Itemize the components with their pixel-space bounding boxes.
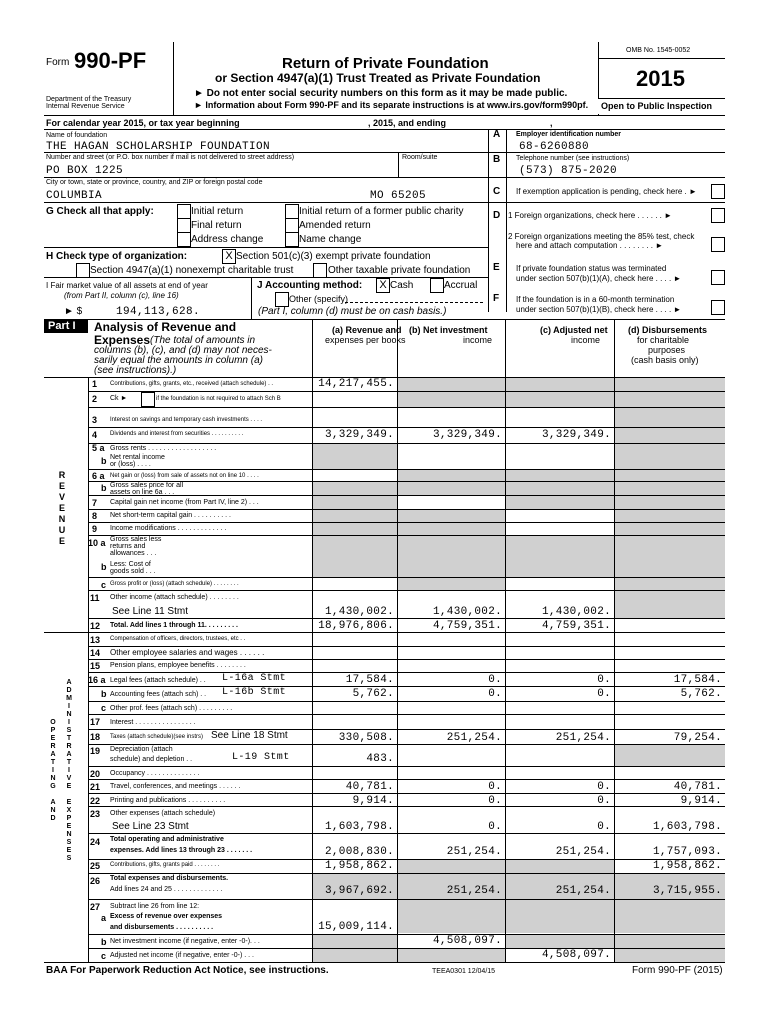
line-16a-stmt: L-16a Stmt: [222, 673, 287, 684]
form-label: Form: [46, 57, 70, 68]
line-6b-desc-2: assets on line 6a . . .: [110, 489, 175, 496]
open-inspection: Open to Public Inspection: [601, 101, 713, 111]
side-letter: N: [58, 514, 66, 524]
cash-basis-note: (Part I, column (d) must be on cash basis.): [258, 306, 447, 317]
amount-21d: 40,781.: [673, 781, 722, 793]
irs-label: Internal Revenue Service: [46, 103, 125, 110]
final-return-label: Final return: [191, 220, 242, 231]
amount-21b: 0.: [488, 781, 502, 793]
side-letter: E: [58, 481, 65, 491]
line-C-text: If exemption application is pending, check here . ►: [516, 187, 697, 196]
line-num: 23: [90, 809, 101, 819]
fair-market-value: 194,113,628.: [116, 306, 201, 318]
part-I-title-1: Analysis of Revenue and: [94, 320, 237, 334]
line-23-desc: Other expenses (attach schedule): [110, 810, 216, 817]
side-letter: A: [50, 799, 56, 806]
501c3-label: Section 501(c)(3) exempt private foundation: [236, 251, 431, 262]
line-5a-desc: Gross rents . . . . . . . . . . . . . . . . . .: [110, 445, 217, 452]
side-letter: T: [50, 759, 56, 766]
amount-24a: 2,008,830.: [324, 846, 394, 858]
line-D: D: [493, 210, 501, 221]
line-num: 6 a: [92, 471, 105, 481]
calendar-end: ,: [550, 118, 553, 128]
final-return-checkbox[interactable]: [177, 218, 191, 233]
line-num: c: [101, 951, 107, 961]
side-letter: T: [66, 735, 72, 742]
line-num: 5 a: [92, 443, 105, 453]
calendar-mid: , 2015, and ending: [368, 118, 447, 128]
amended-return-checkbox[interactable]: [285, 218, 299, 233]
line-9-desc: Income modifications . . . . . . . . . . . . .: [110, 525, 227, 532]
cash-method-checkbox[interactable]: X: [376, 278, 390, 293]
line-19-desc-1: Depreciation (attach: [110, 746, 173, 753]
form-number: 990-PF: [74, 48, 147, 73]
former-charity-label: Initial return of a former public charity: [299, 206, 464, 217]
line-num: 7: [92, 498, 98, 508]
line-19-desc-2: schedule) and depletion . .: [110, 756, 193, 763]
amount-23d: 1,603,798.: [652, 821, 722, 833]
side-letter: I: [68, 719, 70, 726]
line-6b-desc-1: Gross sales price for all: [110, 482, 184, 489]
side-letter: V: [58, 492, 65, 502]
line-22-desc: Printing and publications . . . . . . . . . .: [110, 797, 226, 804]
side-letter: P: [66, 815, 72, 822]
amount-18c: 251,254.: [555, 732, 611, 744]
amount-11b: 1,430,002.: [432, 606, 502, 618]
part-I-note-2: columns (b), (c), and (d) may not neces-: [94, 345, 272, 356]
amount-16ad: 17,584.: [673, 674, 722, 686]
amount-27a: 15,009,114.: [318, 921, 394, 933]
foreign-org-checkbox[interactable]: [711, 208, 725, 223]
form-subtitle: or Section 4947(a)(1) Trust Treated as Private Foundation: [215, 71, 541, 85]
amount-4a: 3,329,349.: [324, 429, 394, 441]
ein-value: 68-6260880: [519, 141, 590, 153]
side-letter: A: [66, 751, 72, 758]
side-letter: O: [50, 719, 56, 726]
side-letter: S: [66, 839, 72, 846]
amount-18a: 330,508.: [338, 732, 394, 744]
line-num: 15: [90, 661, 101, 671]
col-d-header-2: for charitable: [637, 335, 690, 345]
line-num: 13: [90, 635, 101, 645]
side-letter: N: [50, 775, 56, 782]
col-d-header-3: purposes: [648, 345, 686, 355]
side-letter: R: [66, 743, 72, 750]
amount-11a: 1,430,002.: [324, 606, 394, 618]
amount-21c: 0.: [597, 781, 611, 793]
line-27-desc: Subtract line 26 from line 12:: [110, 903, 200, 910]
amount-16aa: 17,584.: [345, 674, 394, 686]
line-24-desc-1: Total operating and administrative: [110, 836, 224, 843]
line-27a-desc-2: and disbursements . . . . . . . . . .: [110, 924, 214, 931]
amount-21a: 40,781.: [345, 781, 394, 793]
line-8-desc: Net short-term capital gain . . . . . . . . . .: [110, 512, 231, 519]
cash-method-label: Cash: [390, 280, 414, 291]
line-num: 18: [90, 732, 101, 742]
phone-label: Telephone number (see instructions): [516, 155, 630, 162]
line-10a-desc-1: Gross sales less: [110, 536, 162, 543]
line-6a-desc: Net gain or (loss) from sale of assets not on line 10 . . . .: [110, 473, 259, 479]
line-num: a: [101, 913, 107, 923]
line-1-desc: Contributions, gifts, grants, etc., received (attach schedule) . .: [110, 381, 274, 387]
amount-16bc: 0.: [597, 688, 611, 700]
amount-25a: 1,958,862.: [324, 860, 394, 872]
line-num: 26: [90, 876, 101, 886]
other-method-label: Other (specify): [289, 294, 349, 304]
amount-24b: 251,254.: [446, 846, 502, 858]
col-a-header-1: (a) Revenue and: [332, 325, 402, 335]
line-num: c: [101, 703, 107, 713]
initial-return-checkbox[interactable]: [177, 204, 191, 219]
accrual-method-checkbox[interactable]: [430, 278, 444, 293]
side-letter: A: [66, 679, 72, 686]
side-letter: N: [66, 711, 72, 718]
line-F-text-1: If the foundation is in a 60-month termination: [516, 295, 675, 304]
info-notice: ► Information about Form 990-PF and its separate instructions is at www.irs.gov/form990pf.: [194, 100, 589, 110]
line-18-stmt: See Line 18 Stmt: [211, 730, 288, 741]
line-7-desc: Capital gain net income (from Part IV, line 2) . . .: [110, 499, 259, 506]
line-num: 14: [90, 648, 101, 658]
other-taxable-checkbox[interactable]: [313, 263, 327, 278]
side-letter: S: [66, 855, 72, 862]
line-C: C: [493, 186, 501, 197]
side-letter: I: [68, 703, 70, 710]
line-11-stmt: See Line 11 Stmt: [112, 606, 188, 617]
phone-value: (573) 875-2020: [519, 165, 618, 177]
side-letter: S: [66, 727, 72, 734]
amount-22a: 9,914.: [352, 795, 394, 807]
line-H-label: H Check type of organization:: [46, 251, 188, 262]
line-num: c: [101, 580, 107, 590]
line-E-text-1: If private foundation status was terminated: [516, 264, 667, 273]
part-I-note-1: (The total of amounts in: [150, 335, 256, 346]
line-J-label: J Accounting method:: [257, 280, 363, 291]
line-num: 27: [90, 902, 101, 912]
line-14-desc: Other employee salaries and wages . . . . . .: [110, 648, 265, 657]
name-label: Name of foundation: [46, 132, 108, 139]
side-letter: D: [66, 687, 72, 694]
city-label: City or town, state or province, country, and ZIP or foreign postal code: [46, 179, 263, 186]
line-num: 9: [92, 524, 98, 534]
line-27a-desc-1: Excess of revenue over expenses: [110, 913, 223, 920]
amount-23b: 0.: [488, 821, 502, 833]
side-letter: R: [58, 470, 66, 480]
line-num: 21: [90, 782, 101, 792]
amount-26d: 3,715,955.: [652, 885, 722, 897]
form-title: Return of Private Foundation: [282, 55, 489, 72]
amount-22d: 9,914.: [680, 795, 722, 807]
side-letter: D: [50, 815, 56, 822]
amount-24d: 1,757,093.: [652, 846, 722, 858]
line-I-text-2: (from Part II, column (c), line 16): [64, 291, 179, 300]
line-3-desc: Interest on savings and temporary cash investments . . . .: [110, 417, 263, 423]
part-I-title-2: Expenses: [94, 333, 151, 347]
amount-22c: 0.: [597, 795, 611, 807]
side-letter: N: [50, 807, 56, 814]
line-12-desc: Total. Add lines 1 through 11. . . . . . . . .: [110, 622, 238, 629]
line-10a-desc-2: returns and: [110, 543, 146, 550]
calendar-year-label: For calendar year 2015, or tax year beginning: [46, 118, 240, 128]
name-change-label: Name change: [299, 234, 362, 245]
line-10c-desc: Gross profit or (loss) (attach schedule) . . . . . . . .: [110, 581, 239, 587]
line-num: 20: [90, 769, 101, 779]
line-num: 24: [90, 837, 101, 847]
line-num: 10 a: [88, 538, 106, 548]
amount-16bd: 5,762.: [680, 688, 722, 700]
side-letter: E: [58, 536, 65, 546]
street-address: PO BOX 1225: [46, 165, 124, 177]
line-5b-desc-2: or (loss) . . . .: [110, 461, 151, 468]
side-letter: E: [66, 783, 72, 790]
line-E-text-2: under section 507(b)(1)(A), check here . . . . ►: [516, 274, 682, 283]
line-num: 3: [92, 415, 98, 425]
line-num: 19: [90, 746, 101, 756]
ssn-notice: ► Do not enter social security numbers on this form as it may be made public.: [194, 88, 568, 99]
line-10b-desc-2: goods sold . . .: [110, 568, 156, 575]
line-16b-desc: Accounting fees (attach sch) . .: [110, 691, 207, 698]
side-letter: T: [66, 759, 72, 766]
line-21-desc: Travel, conferences, and meetings . . . . . .: [110, 783, 241, 790]
amount-16bb: 0.: [488, 688, 502, 700]
line-num: 22: [90, 796, 101, 806]
line-num: b: [101, 456, 107, 466]
other-method-checkbox[interactable]: [275, 292, 289, 307]
line-F-text-2: under section 507(b)(1)(B), check here . . . . ►: [516, 305, 682, 314]
amount-12c: 4,759,351.: [541, 620, 611, 632]
dept-label: Department of the Treasury: [46, 96, 132, 103]
col-d-header-4: (cash basis only): [631, 355, 699, 365]
accrual-method-label: Accrual: [444, 280, 478, 291]
amount-12b: 4,759,351.: [432, 620, 502, 632]
line-num: 12: [90, 621, 101, 631]
sch-b-checkbox[interactable]: [141, 392, 155, 407]
other-taxable-label: Other taxable private foundation: [328, 265, 471, 276]
line-num: b: [101, 937, 107, 947]
line-10a-desc-3: allowances . . .: [110, 550, 157, 557]
60-month-checkbox[interactable]: [711, 300, 725, 315]
line-27c-desc: Adjusted net income (if negative, enter -0-) . . .: [110, 952, 254, 959]
address-change-label: Address change: [191, 234, 264, 245]
line-I-text-1: I Fair market value of all assets at end of year: [46, 281, 208, 290]
side-letter: A: [50, 751, 56, 758]
exemption-pending-checkbox[interactable]: [711, 184, 725, 199]
side-letter: N: [66, 831, 72, 838]
amount-16ac: 0.: [597, 674, 611, 686]
line-E: E: [493, 262, 500, 273]
line-num: 11: [90, 593, 100, 603]
address-change-checkbox[interactable]: [177, 232, 191, 247]
form-code: TEEA0301 12/04/15: [432, 968, 496, 975]
state-zip: MO 65205: [370, 190, 427, 202]
col-b-header-1: (b) Net investment: [409, 325, 488, 335]
line-27b-desc: Net investment income (if negative, enter -0-). . .: [110, 938, 260, 945]
col-c-header-1: (c) Adjusted net: [540, 325, 608, 335]
name-change-checkbox[interactable]: [285, 232, 299, 247]
side-letter: E: [50, 735, 56, 742]
amount-1a: 14,217,455.: [318, 378, 394, 390]
line-13-desc: Compensation of officers, directors, trustees, etc . .: [110, 636, 246, 642]
side-letter: I: [52, 767, 54, 774]
terminated-status-checkbox[interactable]: [711, 270, 725, 285]
line-num: 4: [92, 430, 98, 440]
side-letter: P: [50, 727, 56, 734]
4947-trust-checkbox[interactable]: [76, 263, 90, 278]
line-num: 17: [90, 717, 101, 727]
amount-18b: 251,254.: [446, 732, 502, 744]
baa-notice: BAA For Paperwork Reduction Act Notice, see instructions.: [46, 965, 329, 976]
line-num: 1: [92, 379, 98, 389]
line-16c-desc: Other prof. fees (attach sch) . . . . . . . . .: [110, 705, 233, 712]
line-26-desc-2: Add lines 24 and 25 . . . . . . . . . . . . .: [110, 886, 223, 893]
amount-16ab: 0.: [488, 674, 502, 686]
line-num: 25: [90, 861, 101, 871]
foundation-name: THE HAGAN SCHOLARSHIP FOUNDATION: [46, 141, 271, 153]
4947-trust-label: Section 4947(a)(1) nonexempt charitable trust: [90, 265, 294, 276]
amount-26c: 251,254.: [555, 885, 611, 897]
side-letter: I: [68, 767, 70, 774]
amount-11c: 1,430,002.: [541, 606, 611, 618]
line-20-desc: Occupancy . . . . . . . . . . . . . .: [110, 770, 200, 777]
side-letter: E: [58, 503, 65, 513]
amount-22b: 0.: [488, 795, 502, 807]
ein-label: Employer identification number: [516, 131, 622, 138]
amount-19a: 483.: [366, 753, 394, 765]
line-4-desc: Dividends and interest from securities . . . . . . . . . .: [110, 431, 244, 437]
amount-16ba: 5,762.: [352, 688, 394, 700]
line-num: b: [101, 483, 107, 493]
line-17-desc: Interest . . . . . . . . . . . . . . . .: [110, 719, 196, 726]
line-16b-stmt: L-16b Stmt: [222, 687, 287, 698]
tax-year: 2015: [636, 66, 685, 91]
line-num: b: [101, 689, 107, 699]
foreign-85-checkbox[interactable]: [711, 237, 725, 252]
omb-number: OMB No. 1545-0052: [626, 47, 691, 54]
501c3-checkbox[interactable]: X: [222, 249, 236, 264]
amount-12a: 18,976,806.: [318, 620, 394, 632]
col-b-header-2: income: [463, 335, 493, 345]
amount-23a: 1,603,798.: [324, 821, 394, 833]
line-11-desc: Other income (attach schedule) . . . . . . . .: [110, 594, 239, 601]
side-letter: M: [66, 695, 72, 702]
line-16a-desc: Legal fees (attach schedule) . .: [110, 677, 206, 684]
street-label: Number and street (or P.O. box number if mail is not delivered to street address): [46, 154, 295, 161]
part-I-note-4: (see instructions).): [94, 365, 177, 376]
amount-25d: 1,958,862.: [652, 860, 722, 872]
line-26-desc-1: Total expenses and disbursements.: [110, 875, 229, 882]
line-num: 16 a: [88, 675, 106, 685]
initial-return-label: Initial return: [191, 206, 244, 217]
side-letter: V: [66, 775, 72, 782]
part-I-tag: Part I: [48, 320, 76, 332]
former-charity-checkbox[interactable]: [285, 204, 299, 219]
line-A: A: [493, 129, 501, 140]
amended-return-label: Amended return: [299, 220, 371, 231]
city: COLUMBIA: [46, 190, 103, 202]
line-D2-text-2: here and attach computation . . . . . . . . ►: [516, 241, 664, 250]
line-15-desc: Pension plans, employee benefits . . . . . . . .: [110, 662, 246, 669]
line-23-stmt: See Line 23 Stmt: [112, 821, 189, 832]
line-B: B: [493, 154, 501, 165]
line-num: b: [101, 562, 107, 572]
col-a-header-2: expenses per books: [325, 335, 406, 345]
amount-4c: 3,329,349.: [541, 429, 611, 441]
line-G-label: G Check all that apply:: [46, 206, 154, 217]
line-25-desc: Contributions, gifts, grants paid . . . . . . . .: [110, 862, 220, 868]
line-num: 2: [92, 394, 98, 404]
amount-4b: 3,329,349.: [432, 429, 502, 441]
room-label: Room/suite: [402, 154, 438, 161]
line-D1-text: 1 Foreign organizations, check here . . . . . . ►: [508, 211, 672, 220]
amount-24c: 251,254.: [555, 846, 611, 858]
amount-26b: 251,254.: [446, 885, 502, 897]
form-footer-id: Form 990-PF (2015): [632, 965, 723, 976]
amount-18d: 79,254.: [673, 732, 722, 744]
amount-23c: 0.: [597, 821, 611, 833]
line-5b-desc-1: Net rental income: [110, 454, 165, 461]
side-letter: G: [50, 783, 56, 790]
line-I-arrow: ► $: [64, 306, 83, 317]
side-letter: R: [50, 743, 56, 750]
side-letter: E: [66, 847, 72, 854]
line-19-stmt: L-19 Stmt: [232, 752, 290, 763]
amount-26a: 3,967,692.: [324, 885, 394, 897]
line-F: F: [493, 293, 500, 304]
col-d-header-1: (d) Disbursements: [628, 325, 708, 335]
side-letter: E: [66, 799, 72, 806]
side-letter: X: [66, 807, 72, 814]
line-18-desc: Taxes (attach schedule)(see instrs): [110, 734, 204, 740]
line-num: 8: [92, 511, 98, 521]
line-2-desc: if the foundation is not required to attach Sch B: [156, 396, 281, 402]
col-c-header-2: income: [571, 335, 601, 345]
amount-27c: 4,508,097.: [541, 949, 611, 961]
side-letter: E: [66, 823, 72, 830]
line-2-ck: Ck ►: [110, 395, 128, 402]
line-24-desc-2: expenses. Add lines 13 through 23 . . . . . . .: [110, 847, 253, 854]
line-D2-text-1: 2 Foreign organizations meeting the 85% test, check: [508, 232, 695, 241]
part-I-note-3: sarily equal the amounts in column (a): [94, 355, 263, 366]
line-10b-desc-1: Less: Cost of: [110, 561, 151, 568]
side-letter: U: [58, 525, 66, 535]
amount-27b: 4,508,097.: [432, 935, 502, 947]
